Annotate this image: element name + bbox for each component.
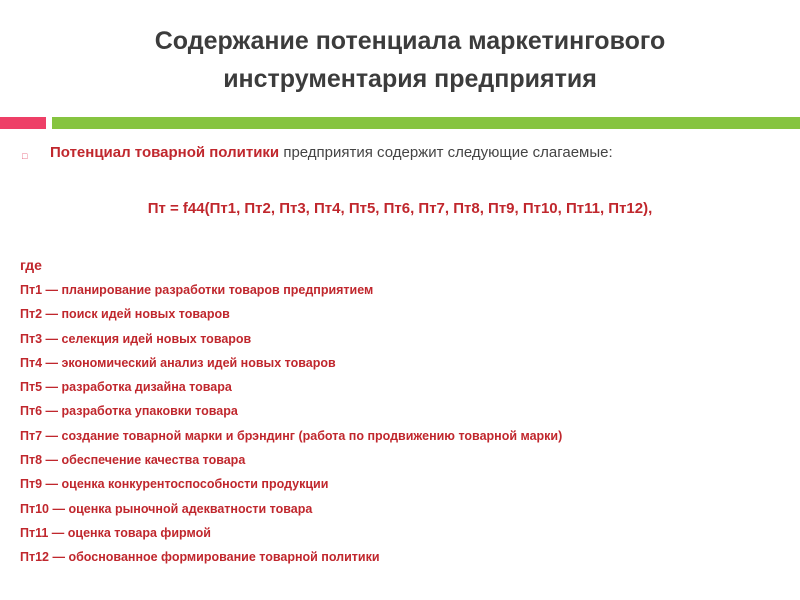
intro-paragraph <box>50 143 790 163</box>
definition-item: Пт2 — поиск идей новых товаров <box>20 307 230 322</box>
definition-list <box>20 281 790 573</box>
slide-title-line-1: Содержание потенциала маркетингового <box>154 27 666 55</box>
accent-bar-green <box>52 117 800 129</box>
definition-item: Пт12 — обоснованное формирование товарной политики <box>20 550 380 565</box>
intro-text: предприятия содержит следующие слагаемые: <box>279 144 613 161</box>
definition-item: Пт8 — обеспечение качества товара <box>20 453 246 468</box>
where-label: где <box>20 257 42 273</box>
definition-item: Пт1 — планирование разработки товаров предприятием <box>20 283 374 297</box>
accent-bar-red <box>0 117 46 129</box>
definition-item: Пт4 — экономический анализ идей новых товаров <box>20 355 336 370</box>
definition-item: Пт10 — оценка рыночной адекватности товара <box>20 501 313 516</box>
formula: Пт = f44(Пт1, Пт2, Пт3, Пт4, Пт5, Пт6, Пт7, Пт8, Пт9, Пт10, Пт11, Пт12), <box>147 200 653 217</box>
slide-title <box>60 22 760 98</box>
slide-title-line-2: инструментария предприятия <box>223 65 597 93</box>
definition-item: Пт6 — разработка упаковки товара <box>20 404 238 419</box>
definition-item: Пт7 — создание товарной марки и брэндинг (работа по продвижению товарной марки) <box>20 428 563 443</box>
definition-item: Пт5 — разработка дизайна товара <box>20 380 232 395</box>
definition-item: Пт9 — оценка конкурентоспособности продукции <box>20 477 329 492</box>
definition-item: Пт3 — селекция идей новых товаров <box>20 331 252 346</box>
definition-item: Пт11 — оценка товара фирмой <box>20 525 211 540</box>
intro-emphasis: Потенциал товарной политики <box>50 144 280 161</box>
square-bullet-icon: □ <box>22 151 28 161</box>
